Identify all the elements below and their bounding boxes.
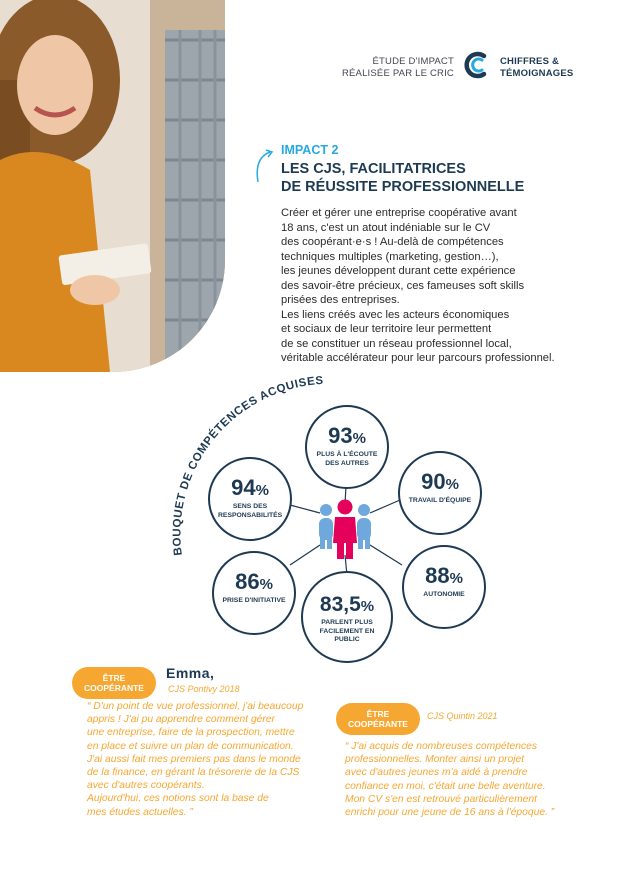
section-header-line2: TÉMOIGNAGES (500, 68, 574, 79)
stat-responsabilites-label: SENS DES RESPONSABILITÉS (218, 503, 283, 519)
stat-responsabilites-unit: % (255, 482, 269, 499)
curved-arrow-icon (248, 148, 280, 188)
impact-body-text: Créer et gérer une entreprise coopérative avant 18 ans, c'est un atout indéniable sur le CV des coopérant·e·s ! Au-delà de compétences techniques multiples (marketing, gestion…), les jeunes développent durant cette expérience des savoir-être précieux, ces fameuses soft skills prisées des entreprises. Les liens créés avec les acteurs économiques et sociaux de leur territoire leur permettent de se constituer un réseau professionnel local, véritable accélérateur pour leur parcours professionnel. (281, 207, 555, 364)
cric-logo-icon (462, 50, 492, 80)
testimonial-org-1: CJS Pontivy 2018 (168, 684, 240, 694)
stat-responsabilites (208, 457, 292, 541)
impact-title-line1: LES CJS, FACILITATRICES (281, 161, 466, 177)
testimonial-badge-2 (336, 703, 420, 735)
stat-autonomie-unit: % (449, 570, 463, 587)
stat-public-unit: % (360, 598, 375, 615)
testimonial-quote-2: “ J'ai acquis de nombreuses compétences professionnelles. Monter ainsi un projet avec d'autres jeunes m'a aidé à prendre confiance en moi, c'était une belle aventure. Mon CV s'en est retrouvé particulièrement enrichi pour une jeune de 16 ans à l'époque. ” (345, 741, 555, 819)
impact-title-line2: DE RÉUSSITE PROFESSIONNELLE (281, 179, 525, 195)
study-header (342, 56, 454, 80)
testimonial-org-2: CJS Quintin 2021 (427, 711, 498, 721)
stat-responsabilites-value: 94 (231, 475, 256, 500)
stat-initiative-unit: % (259, 576, 273, 593)
stat-travail-equipe-unit: % (445, 476, 459, 493)
stat-travail-equipe (398, 451, 482, 535)
stat-ecoute-unit: % (352, 430, 366, 447)
hero-photo (0, 0, 225, 372)
testimonial-quote-1: “ D'un point de vue professionnel, j'ai beaucoup appris ! J'ai pu apprendre comment gérer une entreprise, faire de la prospection, mettre en place et suivre un plan de communication. J'ai aussi fait mes premiers pas dans le monde de la finance, en gérant la trésorerie de la CJS avec d'autres coopérants. Aujourd'hui, ces notions sont la base de mes études actuelles. ” (87, 701, 304, 818)
stat-initiative-label: PRISE D'INITIATIVE (222, 597, 286, 604)
stat-initiative-value: 86 (235, 569, 260, 594)
stat-autonomie (402, 545, 486, 629)
stat-public-label: PARLENT PLUS FACILEMENT EN PUBLIC (319, 619, 375, 643)
stat-travail-equipe-value: 90 (421, 469, 446, 494)
stat-ecoute-label: PLUS À L'ÉCOUTE DES AUTRES (316, 451, 378, 467)
impact-label: IMPACT 2 (281, 143, 339, 157)
skills-bouquet (150, 365, 490, 675)
study-header-line2: RÉALISÉE PAR LE CRIC (341, 68, 454, 79)
stat-public-value: 83,5 (319, 593, 361, 616)
testimonial-badge-2-line1: ÊTRE (366, 709, 390, 719)
bouquet-title-text: BOUQUET DE COMPÉTENCES ACQUISES (171, 374, 325, 557)
testimonial-badge-2-line2: COOPÉRANTE (348, 719, 408, 729)
impact-title (281, 160, 581, 196)
testimonial-name-1: Emma, (166, 665, 215, 681)
stat-autonomie-label: AUTONOMIE (423, 591, 465, 598)
stat-travail-equipe-label: TRAVAIL D'ÉQUIPE (408, 497, 472, 504)
stat-ecoute-value: 93 (328, 423, 353, 448)
testimonial-badge-1-line1: ÊTRE (102, 673, 126, 683)
impact-body (281, 206, 601, 366)
study-header-line1: ÉTUDE D'IMPACT (372, 56, 454, 67)
people-icon (319, 500, 371, 560)
stat-public (301, 571, 393, 663)
stat-initiative (212, 551, 296, 635)
section-header (500, 56, 573, 80)
section-header-line1: CHIFFRES & (500, 56, 559, 67)
stat-autonomie-value: 88 (425, 563, 450, 588)
stat-ecoute (305, 405, 389, 489)
testimonial-badge-1-line2: COOPÉRANTE (84, 683, 144, 693)
testimonial-badge-1 (72, 667, 156, 699)
